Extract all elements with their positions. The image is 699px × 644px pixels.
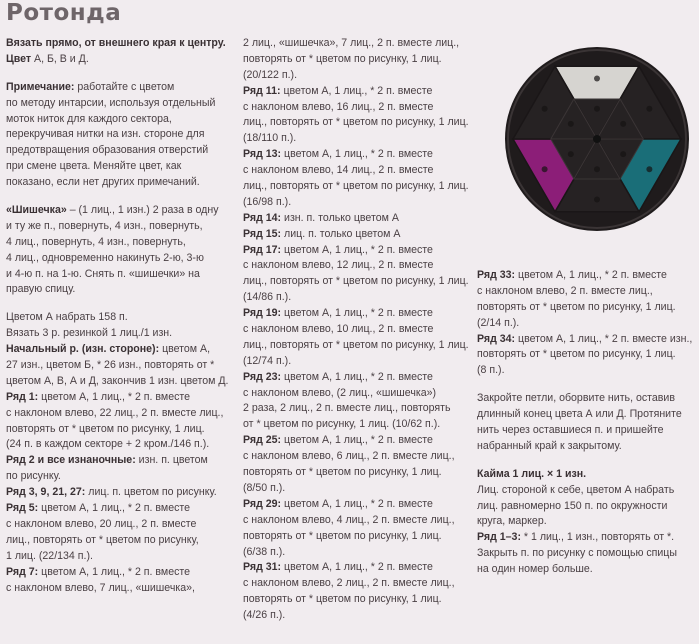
text-line (477, 391, 692, 407)
line-text: при смене цвета. Меняйте цвет, как (6, 160, 182, 173)
line-text: повторять от * цветом по рисунку, 1 лиц. (243, 593, 442, 606)
bold-label: Ряд 1–3: (477, 531, 521, 544)
text-line (243, 497, 469, 513)
bobble (568, 121, 574, 127)
line-text: А, Б, В и Д. (31, 52, 89, 65)
line-text: изн. п. только цветом А (281, 211, 399, 224)
text-line (243, 306, 469, 322)
bobble (568, 151, 574, 157)
text-line (243, 36, 469, 52)
text-line (6, 52, 229, 68)
line-text: – (1 лиц., 1 изн.) 2 раза в одну (66, 204, 219, 217)
text-line (6, 517, 229, 533)
text-line (243, 401, 469, 417)
text-line (6, 581, 229, 597)
line-text: с наклоном влево, (2 лиц., «шишечка») (243, 386, 437, 399)
text-line (243, 163, 469, 179)
line-text: цветом А, 1 лиц., * 2 п. вместе (515, 269, 667, 281)
text-line (6, 326, 229, 342)
text-line (477, 562, 692, 578)
text-line (243, 545, 469, 561)
text-line (243, 290, 469, 306)
line-text: с наклоном влево, 12 лиц., 2 п. вместе (243, 259, 434, 272)
line-text: (24 п. в каждом секторе + 2 кром./146 п.). (6, 438, 210, 451)
line-text: повторять от * цветом по рисунку, 1 лиц. (6, 422, 205, 435)
line-text: цветом А, 1 лиц., * 2 п. вместе (38, 390, 191, 403)
line-text: цветом А, В, А и Д, закончив 1 изн. цветом Д. (6, 374, 229, 387)
bold-label: Ряд 2 и все изнаночные: (6, 454, 136, 467)
text-line (6, 469, 229, 485)
text-line (6, 267, 229, 283)
text-line (6, 310, 229, 326)
text-line (477, 284, 692, 300)
instructions-column-2 (243, 36, 469, 624)
bobble (620, 151, 626, 157)
text-line (243, 354, 469, 370)
mat-center (593, 135, 601, 143)
text-line (6, 203, 229, 219)
text-line (6, 358, 229, 374)
line-text: цветом А, 1 лиц., * 2 п. вместе (280, 84, 433, 97)
line-text: (18/110 п.). (243, 132, 297, 145)
text-line (243, 608, 469, 624)
text-line (477, 499, 692, 515)
line-text: повторять от * цветом по рисунку, 1 лиц. (477, 348, 676, 361)
text-line (243, 195, 469, 211)
text-line (243, 68, 469, 84)
bobble (620, 121, 626, 127)
text-line (243, 258, 469, 274)
bold-label: Ряд 25: (243, 434, 282, 447)
text-line (243, 243, 469, 259)
line-text: * 1 лиц., 1 изн., повторять от *. (520, 531, 675, 544)
text-line (243, 179, 469, 195)
line-text: цветом А, 1 лиц., * 2 п. вместе (38, 565, 191, 578)
line-text: с наклоном влево, 7 лиц., «шишечка», (6, 581, 195, 594)
line-text: с наклоном влево, 16 лиц., 2 п. вместе (243, 100, 434, 113)
text-line (243, 513, 469, 529)
bold-label: Ряд 33: (477, 269, 516, 281)
bold-label: «Шишечка» (6, 204, 67, 217)
text-line (6, 533, 229, 549)
line-text: цветом А, 1 лиц., * 2 п. вместе изн., (515, 332, 693, 345)
text-line (6, 549, 229, 565)
line-text: с наклоном влево, 20 лиц., 2 п. вместе (6, 517, 197, 530)
line-text: лиц., повторять от * цветом по рисунку, 1 лиц. (243, 180, 469, 193)
text-line (243, 274, 469, 290)
text-line (477, 300, 692, 316)
bobble (594, 166, 600, 172)
text-line (243, 52, 469, 68)
line-text: цветом А, 1 лиц., * 2 п. вместе (281, 561, 433, 574)
line-text: лиц. п. только цветом А (281, 227, 401, 240)
line-text: с наклоном влево, 10 лиц., 2 п. вместе (243, 323, 434, 336)
line-text: Вязать 3 р. резинкой 1 лиц./1 изн. (6, 327, 173, 340)
text-line (6, 219, 229, 235)
bold-label: Ряд 17: (243, 243, 282, 256)
line-text: (6/38 п.). (243, 545, 286, 558)
bobble (594, 76, 600, 82)
instructions-column-1 (6, 36, 229, 596)
paragraph-gap (6, 298, 229, 310)
line-text: с наклоном влево, 4 лиц., 2 п. вместе лиц., (243, 513, 455, 526)
line-text: лиц. п. цветом по рисунку. (85, 486, 217, 499)
line-text: цветом А, 1 лиц., * 2 п. вместе (38, 502, 191, 515)
paragraph-gap (477, 379, 692, 391)
line-text: лиц., повторять от * цветом по рисунку, (6, 533, 199, 546)
text-line (477, 407, 692, 423)
bobble (542, 106, 548, 112)
text-line (6, 485, 229, 501)
text-line (6, 406, 229, 422)
text-line (477, 268, 692, 284)
paragraph-gap (6, 68, 229, 80)
line-text: 27 изн., цветом Б, * 26 изн., повторять от * (6, 359, 215, 372)
line-text: лиц., повторять от * цветом по рисунку, 1 лиц. (243, 116, 469, 129)
line-text: цветом А, 1 лиц., * 2 п. вместе (281, 434, 433, 447)
line-text: 2 раза, 2 лиц., 2 п. вместе лиц., повторять (243, 402, 451, 415)
text-line (243, 100, 469, 116)
line-text: изн. п. цветом (135, 454, 208, 467)
knitted-mat-photo (502, 40, 692, 238)
line-text: показано, если нет других примечаний. (6, 176, 200, 189)
text-line (6, 282, 229, 298)
text-line (243, 322, 469, 338)
text-line (243, 131, 469, 147)
text-line (243, 115, 469, 131)
bold-label: Ряд 23: (243, 370, 282, 383)
bobble (646, 106, 652, 112)
text-line (477, 439, 692, 455)
text-line (243, 227, 469, 243)
line-text: лиц. равномерно 150 п. по окружности (477, 499, 668, 512)
text-line (6, 127, 229, 143)
text-line (243, 433, 469, 449)
text-line (6, 143, 229, 159)
bold-label: Ряд 29: (243, 497, 282, 510)
line-text: цветом А, 1 лиц., * 2 п. вместе (281, 243, 433, 256)
bold-label: Ряд 1: (6, 390, 39, 403)
line-text: предотвращения образования отверстий (6, 144, 209, 157)
line-text: с наклоном влево, 6 лиц., 2 п. вместе лиц., (243, 450, 455, 463)
text-line (243, 211, 469, 227)
text-line (6, 175, 229, 191)
line-text: длинный конец цвета А или Д. Протяните (477, 408, 682, 421)
text-line (243, 592, 469, 608)
text-line (477, 514, 692, 530)
page-title: Ротонда (6, 0, 122, 26)
bold-label: Ряд 31: (243, 561, 282, 574)
line-text: повторять от * цветом по рисунку, 1 лиц. (243, 529, 442, 542)
text-line (477, 316, 692, 332)
line-text: (14/86 п.). (243, 291, 292, 304)
instructions-column-3 (477, 268, 692, 578)
line-text: и ту же п., повернуть, 4 изн., повернуть, (6, 219, 203, 232)
text-line (477, 332, 692, 348)
line-text: 4 лиц., одновременно накинуть 2-ю, 3-ю (6, 251, 204, 264)
line-text: (8 п.). (477, 364, 505, 377)
text-line (6, 36, 229, 52)
line-text: (8/50 п.). (243, 481, 286, 494)
text-line (477, 530, 692, 546)
line-text: повторять от * цветом по рисунку, 1 лиц. (243, 52, 442, 65)
line-text: с наклоном влево, 14 лиц., 2 п. вместе (243, 164, 434, 177)
line-text: нить через оставшиеся п. и пришейте (477, 424, 664, 437)
text-line (6, 437, 229, 453)
text-line (243, 417, 469, 433)
line-text: Закрыть п. по рисунку с помощью спицы (477, 547, 677, 560)
bold-label: Кайма 1 лиц. × 1 изн. (477, 467, 587, 480)
bold-label: Ряд 34: (477, 332, 516, 345)
line-text: перекручивая нитки на изн. стороне для (6, 128, 205, 141)
line-text: повторять от * цветом по рисунку, 1 лиц. (243, 466, 442, 479)
text-line (477, 483, 692, 499)
line-text: от * цветом по рисунку, 1 лиц. (10/62 п.). (243, 418, 441, 431)
line-text: (4/26 п.). (243, 609, 286, 622)
line-text: правую спицу. (6, 283, 76, 296)
line-text: 1 лиц. (22/134 п.). (6, 549, 93, 562)
line-text: лиц., повторять от * цветом по рисунку, 1 лиц. (243, 338, 469, 351)
line-text: с наклоном влево, 22 лиц., 2 п. вместе лиц., (6, 406, 224, 419)
line-text: Цветом А набрать 158 п. (6, 311, 128, 324)
line-text: работайте с цветом (74, 80, 175, 93)
line-text: и 4-ю п. на 1-ю. Снять п. «шишечки» на (6, 267, 200, 280)
bobble (594, 196, 600, 202)
text-line (243, 386, 469, 402)
bobble (594, 106, 600, 112)
text-line (243, 449, 469, 465)
line-text: с наклоном влево, 2 лиц., 2 п. вместе лиц., (243, 577, 455, 590)
paragraph-gap (6, 191, 229, 203)
bold-label: Цвет (6, 52, 32, 65)
line-text: 2 лиц., «шишечка», 7 лиц., 2 п. вместе лиц., (243, 37, 460, 49)
text-line (6, 235, 229, 251)
line-text: повторять от * цветом по рисунку, 1 лиц. (477, 300, 676, 313)
bold-label: Начальный р. (изн. стороне): (6, 343, 160, 356)
bold-label: Ряд 15: (243, 227, 282, 240)
bold-label: Ряд 14: (243, 211, 282, 224)
line-text: цветом А, (159, 343, 211, 356)
paragraph-gap (477, 455, 692, 467)
text-line (6, 342, 229, 358)
bold-label: Ряд 3, 9, 21, 27: (6, 486, 86, 499)
bold-label: Ряд 5: (6, 502, 39, 515)
text-line (6, 96, 229, 112)
bobble (646, 166, 652, 172)
line-text: цветом А, 1 лиц., * 2 п. вместе (281, 370, 433, 383)
text-line (243, 529, 469, 545)
bold-label: Ряд 11: (243, 84, 281, 97)
line-text: по рисунку. (6, 470, 61, 483)
bobble (542, 166, 548, 172)
text-line (6, 159, 229, 175)
bold-label: Ряд 19: (243, 307, 282, 320)
text-line (243, 560, 469, 576)
line-text: круга, маркер. (477, 515, 547, 528)
line-text: по методу интарсии, используя отдельный (6, 96, 216, 109)
line-text: с наклоном влево, 2 п. вместе лиц., (477, 284, 653, 297)
text-line (243, 84, 469, 100)
text-line (243, 147, 469, 163)
text-line (6, 251, 229, 267)
line-text: лиц., повторять от * цветом по рисунку, 1 лиц. (243, 275, 469, 288)
line-text: набранный край к закрытому. (477, 439, 622, 452)
text-line (477, 467, 692, 483)
line-text: на один номер больше. (477, 563, 593, 576)
text-line (477, 347, 692, 363)
line-text: Закройте петли, оборвите нить, оставив (477, 392, 675, 405)
line-text: Лиц. стороной к себе, цветом А набрать (477, 483, 675, 496)
bold-label: Вязать прямо, от внешнего края к центру. (6, 37, 226, 49)
line-text: (20/122 п.). (243, 68, 298, 81)
text-line (6, 422, 229, 438)
line-text: (16/98 п.). (243, 195, 292, 208)
line-text: (2/14 п.). (477, 316, 520, 329)
text-line (243, 465, 469, 481)
text-line (6, 80, 229, 96)
bold-label: Ряд 13: (243, 148, 282, 161)
text-line (243, 338, 469, 354)
bold-label: Примечание: (6, 80, 75, 93)
line-text: 4 лиц., повернуть, 4 изн., повернуть, (6, 235, 186, 248)
text-line (6, 565, 229, 581)
text-line (6, 453, 229, 469)
text-line (477, 546, 692, 562)
text-line (477, 363, 692, 379)
text-line (6, 390, 229, 406)
text-line (6, 501, 229, 517)
line-text: цветом А, 1 лиц., * 2 п. вместе (281, 148, 433, 161)
line-text: цветом А, 1 лиц., * 2 п. вместе (281, 497, 433, 510)
line-text: цветом А, 1 лиц., * 2 п. вместе (281, 307, 433, 320)
line-text: (12/74 п.). (243, 354, 292, 367)
bold-label: Ряд 7: (6, 565, 39, 578)
text-line (243, 481, 469, 497)
text-line (243, 370, 469, 386)
text-line (6, 112, 229, 128)
text-line (6, 374, 229, 390)
text-line (243, 576, 469, 592)
line-text: моток ниток для каждого сектора, (6, 112, 172, 125)
text-line (477, 423, 692, 439)
